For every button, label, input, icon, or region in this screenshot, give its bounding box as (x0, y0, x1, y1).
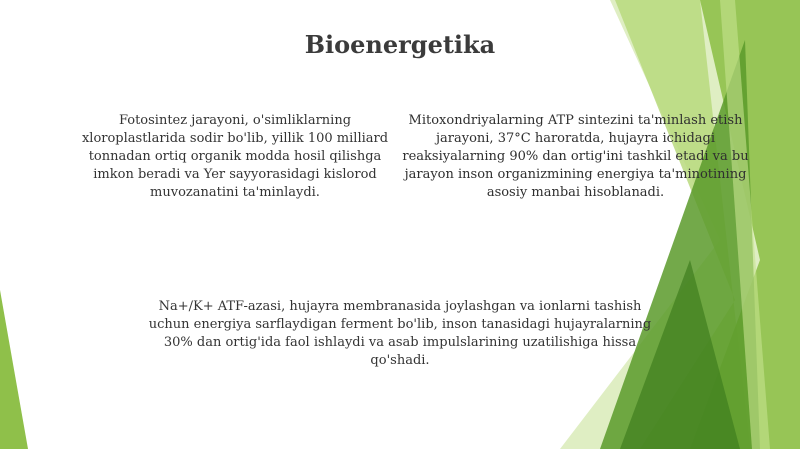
paragraph-na-k-atpase: Na+/K+ ATF-azasi, hujayra membranasida joylashgan va ionlarni tashish uchun energiya sarflaydigan ferment bo'lib, inson tanasidagi hujayralarning 30% dan ortig'ida faol ishlaydi va asab impulslarining uzatilishiga hissa qo'shadi. (148, 299, 652, 368)
slide-title: Bioenergetika (304, 30, 496, 59)
paragraph-mitochondria: Mitoxondriyalarning ATP sintezini ta'minlash etish jarayoni, 37°C haroratda, hujayra ichidagi reaksiyalarning 90% dan ortig'ini tashkil etadi va bu jarayon inson organizmining energiya ta'minotining asosiy manbai hisoblanadi. (402, 113, 749, 200)
left-green-shape (0, 290, 28, 449)
paragraph-photosynthesis: Fotosintez jarayoni, o'simliklarning xloroplastlarida sodir bo'lib, yillik 100 milliard tonnadan ortiq organik modda hosil qilishga imkon beradi va Yer sayyorasidagi kislorod muvozanatini ta'minlaydi. (81, 113, 389, 200)
